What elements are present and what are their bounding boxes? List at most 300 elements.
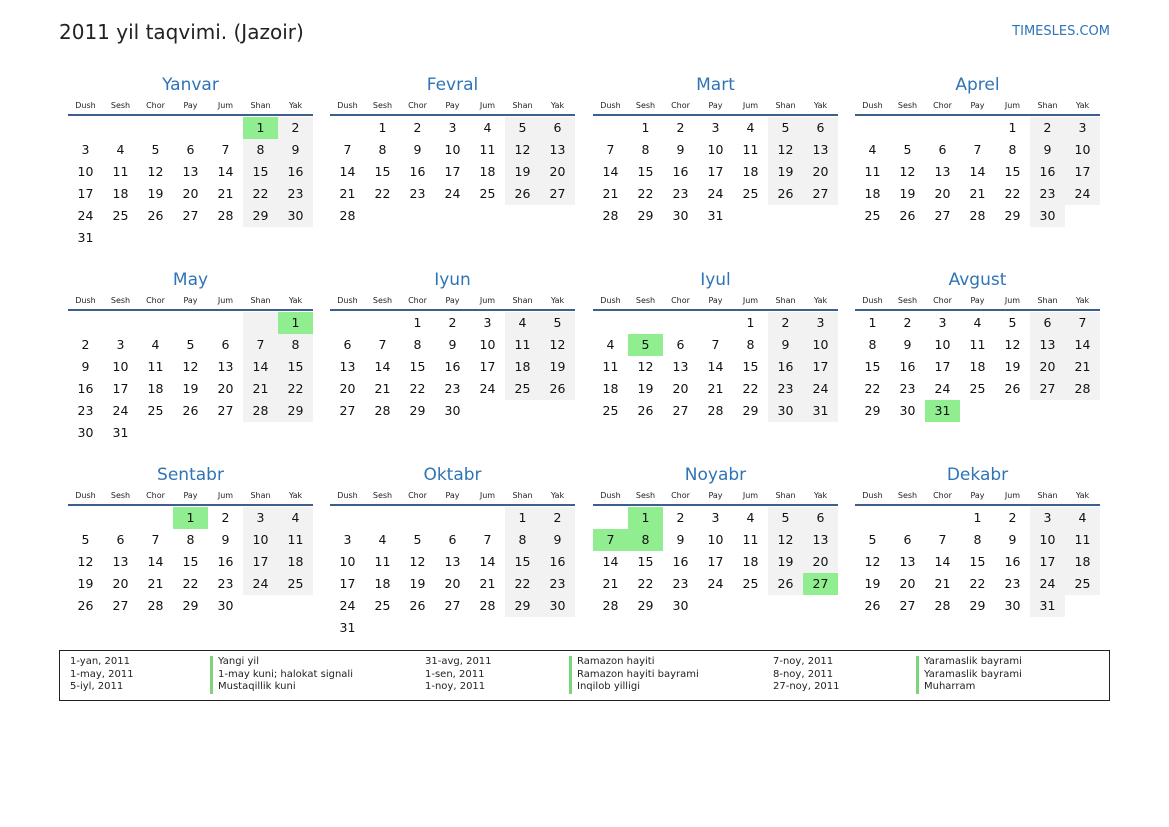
day-cell: 4 [278,507,313,529]
empty-cell [138,507,173,529]
weekday-header [68,488,313,506]
day-cell: 9 [448,337,457,352]
day-cell: 18 [374,576,391,591]
day-cell: 28 [602,208,619,223]
day-grid [593,507,838,617]
day-cell: 5 [186,337,195,352]
empty-cell [173,117,208,139]
day-cell: 7 [973,142,982,157]
day-cell: 8 [973,532,982,547]
day-cell: 16 [672,554,689,569]
day-cell: 23 [1004,576,1021,591]
day-cell: 17 [1065,161,1100,183]
day-cell: 7 [378,337,387,352]
month-name: Avgust [948,270,1007,290]
day-cell: 10 [339,554,356,569]
day-cell: 30 [672,598,689,613]
weekday-label: Shan [512,491,533,500]
day-cell: 9 [1030,139,1065,161]
day-cell: 11 [969,337,986,352]
day-cell: 5 [413,532,422,547]
day-cell: 22 [278,378,313,400]
weekday-header [593,488,838,506]
weekday-label: Shan [250,491,271,500]
day-cell: 15 [182,554,199,569]
day-cell: 16 [409,164,426,179]
day-cell: 20 [1030,356,1065,378]
day-cell: 1 [378,120,387,135]
day-cell: 23 [77,403,94,418]
day-cell: 26 [409,598,426,613]
weekday-label: Sesh [372,296,393,305]
month-name: Yanvar [162,75,219,95]
weekday-label: Sesh [897,296,918,305]
weekday-label: Dush [75,296,96,305]
empty-cell [540,400,575,422]
day-cell: 4 [868,142,877,157]
day-cell: 8 [505,529,540,551]
day-cell: 28 [339,208,356,223]
day-cell: 30 [217,598,234,613]
month-1 [330,74,575,227]
day-cell: 24 [479,381,496,396]
weekday-label: Sesh [372,101,393,110]
empty-cell [208,422,243,444]
day-cell: 3 [938,315,947,330]
day-cell: 9 [221,532,230,547]
weekday-label: Jum [217,101,234,110]
weekday-label: Pay [970,101,985,110]
day-cell: 17 [112,381,129,396]
weekday-label: Chor [933,101,952,110]
day-cell: 10 [707,532,724,547]
day-cell: 5 [903,142,912,157]
day-cell: 22 [505,573,540,595]
weekday-label: Pay [708,296,723,305]
day-cell: 7 [483,532,492,547]
day-cell: 23 [899,381,916,396]
day-cell: 30 [540,595,575,617]
day-cell: 7 [221,142,230,157]
holiday-dates-col-3 [773,656,840,694]
weekday-label: Yak [813,491,828,500]
weekday-header [330,98,575,116]
day-cell: 17 [444,164,461,179]
day-cell: 3 [343,532,352,547]
day-cell: 6 [186,142,195,157]
empty-cell [1065,205,1100,227]
day-cell: 20 [217,381,234,396]
day-cell: 13 [182,164,199,179]
weekday-label: Pay [445,101,460,110]
month-name: Mart [696,75,735,95]
day-cell: 23 [217,576,234,591]
day-cell: 5 [628,334,663,356]
empty-cell [435,617,470,639]
day-cell: 8 [746,337,755,352]
holiday-name: Ramazon hayiti bayrami [569,669,699,682]
day-cell: 15 [278,356,313,378]
day-cell: 18 [742,164,759,179]
day-cell: 6 [116,532,125,547]
day-cell: 19 [768,161,803,183]
day-cell: 6 [343,337,352,352]
day-cell: 30 [672,208,689,223]
day-cell: 13 [540,139,575,161]
weekday-label: Shan [775,491,796,500]
day-cell: 27 [934,208,951,223]
day-cell: 8 [641,142,650,157]
day-cell: 16 [1030,161,1065,183]
weekday-label: Chor [146,101,165,110]
day-cell: 26 [1004,381,1021,396]
weekday-label: Yak [550,296,565,305]
weekday-label: Yak [1075,491,1090,500]
holiday-list [59,650,1110,701]
weekday-label: Dush [337,101,358,110]
day-cell: 12 [77,554,94,569]
day-cell: 16 [672,164,689,179]
weekday-label: Shan [250,101,271,110]
weekday-label: Dush [75,101,96,110]
day-cell: 26 [768,183,803,205]
day-cell: 6 [903,532,912,547]
day-cell: 2 [768,312,803,334]
holiday-names-col-3 [916,656,1022,694]
empty-cell [505,400,540,422]
weekday-header [330,293,575,311]
day-cell: 26 [182,403,199,418]
day-cell: 14 [602,554,619,569]
weekday-header [68,98,313,116]
day-cell: 29 [637,208,654,223]
day-cell: 27 [444,598,461,613]
empty-cell [505,617,540,639]
day-cell: 21 [707,381,724,396]
day-cell: 13 [672,359,689,374]
day-cell: 31 [112,425,129,440]
day-cell: 28 [1065,378,1100,400]
day-cell: 7 [243,334,278,356]
day-cell: 4 [116,142,125,157]
day-cell: 20 [934,186,951,201]
empty-cell [593,507,628,529]
day-cell: 26 [505,183,540,205]
empty-cell [330,117,365,139]
day-cell: 12 [864,554,881,569]
holiday-date: 7-noy, 2011 [773,656,834,667]
month-10 [593,464,838,617]
day-cell: 10 [479,337,496,352]
day-cell: 5 [81,532,90,547]
day-cell: 6 [803,507,838,529]
holiday-name: Yangi yil [210,656,353,669]
day-grid [330,117,575,227]
day-cell: 19 [505,161,540,183]
weekday-label: Yak [1075,101,1090,110]
empty-cell [855,507,890,529]
weekday-label: Chor [146,296,165,305]
day-cell: 31 [1030,595,1065,617]
day-grid [68,117,313,249]
day-cell: 3 [243,507,278,529]
day-cell: 18 [278,551,313,573]
day-cell: 2 [540,507,575,529]
weekday-label: Dush [600,296,621,305]
day-cell: 4 [505,312,540,334]
empty-cell [435,507,470,529]
day-cell: 10 [803,334,838,356]
day-cell: 25 [742,576,759,591]
day-cell: 11 [1065,529,1100,551]
day-cell: 22 [864,381,881,396]
weekday-label: Shan [512,296,533,305]
holiday-name: Ramazon hayiti [569,656,699,669]
month-7 [855,269,1100,422]
day-cell: 5 [1008,315,1017,330]
day-cell: 21 [479,576,496,591]
day-cell: 20 [112,576,129,591]
empty-cell [138,312,173,334]
empty-cell [995,400,1030,422]
day-grid [68,312,313,444]
weekday-label: Jum [479,101,496,110]
day-cell: 17 [803,356,838,378]
weekday-label: Jum [742,101,759,110]
holiday-name: Muharram [916,681,1022,694]
day-cell: 27 [182,208,199,223]
day-cell: 7 [1065,312,1100,334]
empty-cell [663,312,698,334]
day-cell: 11 [864,164,881,179]
day-cell: 14 [217,164,234,179]
empty-cell [505,205,540,227]
day-cell: 1 [973,510,982,525]
weekday-label: Chor [933,491,952,500]
day-cell: 13 [934,164,951,179]
day-cell: 20 [672,381,689,396]
day-cell: 8 [378,142,387,157]
empty-cell [400,617,435,639]
day-cell: 8 [243,139,278,161]
empty-cell [540,617,575,639]
holiday-dates-col-1 [70,656,134,694]
day-cell: 24 [934,381,951,396]
month-11 [855,464,1100,617]
day-cell: 26 [77,598,94,613]
empty-cell [243,595,278,617]
month-6 [593,269,838,422]
day-cell: 23 [672,576,689,591]
day-cell: 22 [742,381,759,396]
day-cell: 25 [147,403,164,418]
day-cell: 25 [479,186,496,201]
day-cell: 21 [217,186,234,201]
day-cell: 9 [676,142,685,157]
day-cell: 1 [628,507,663,529]
holiday-dates-col-2 [425,656,492,694]
holiday-date: 1-may, 2011 [70,668,134,680]
day-cell: 20 [444,576,461,591]
day-cell: 30 [1030,205,1065,227]
empty-cell [173,422,208,444]
day-cell: 9 [676,532,685,547]
holiday-date: 1-yan, 2011 [70,656,130,667]
day-cell: 23 [278,183,313,205]
day-cell: 17 [934,359,951,374]
empty-cell [103,507,138,529]
empty-cell [733,205,768,227]
day-cell: 10 [112,359,129,374]
day-cell: 25 [1065,573,1100,595]
day-cell: 14 [707,359,724,374]
day-cell: 18 [147,381,164,396]
weekday-label: Jum [479,296,496,305]
day-cell: 28 [217,208,234,223]
month-5 [330,269,575,422]
weekday-label: Sesh [372,491,393,500]
day-cell: 23 [768,378,803,400]
day-cell: 13 [444,554,461,569]
day-cell: 9 [768,334,803,356]
day-cell: 11 [147,359,164,374]
weekday-label: Shan [1037,491,1058,500]
day-cell: 17 [707,554,724,569]
day-cell: 27 [672,403,689,418]
empty-cell [593,312,628,334]
day-cell: 25 [969,381,986,396]
empty-cell [400,507,435,529]
day-cell: 7 [343,142,352,157]
weekday-label: Shan [775,101,796,110]
day-cell: 12 [768,139,803,161]
weekday-header [68,293,313,311]
day-cell: 29 [637,598,654,613]
day-cell: 30 [768,400,803,422]
day-cell: 3 [803,312,838,334]
day-cell: 18 [602,381,619,396]
day-cell: 1 [173,507,208,529]
weekday-label: Sesh [110,296,131,305]
day-grid [330,312,575,422]
weekday-label: Sesh [635,101,656,110]
day-cell: 4 [973,315,982,330]
empty-cell [593,117,628,139]
month-4 [68,269,313,444]
day-cell: 27 [540,183,575,205]
weekday-label: Jum [1004,491,1021,500]
day-cell: 15 [505,551,540,573]
day-cell: 22 [637,186,654,201]
day-cell: 30 [278,205,313,227]
weekday-label: Sesh [897,491,918,500]
day-cell: 8 [186,532,195,547]
day-cell: 10 [243,529,278,551]
empty-cell [138,117,173,139]
day-cell: 21 [602,186,619,201]
day-cell: 15 [374,164,391,179]
day-cell: 21 [934,576,951,591]
day-cell: 22 [969,576,986,591]
day-cell: 30 [77,425,94,440]
day-cell: 7 [938,532,947,547]
day-cell: 2 [676,510,685,525]
day-cell: 15 [409,359,426,374]
weekday-label: Chor [146,491,165,500]
day-cell: 4 [746,120,755,135]
weekday-label: Shan [1037,101,1058,110]
empty-cell [540,205,575,227]
day-cell: 1 [413,315,422,330]
day-cell: 20 [899,576,916,591]
empty-cell [278,227,313,249]
day-cell: 16 [77,381,94,396]
day-cell: 13 [112,554,129,569]
day-cell: 19 [864,576,881,591]
empty-cell [1065,595,1100,617]
day-cell: 7 [606,142,615,157]
empty-cell [960,400,995,422]
site-link[interactable]: TIMESLES.COM [1012,24,1110,39]
day-cell: 17 [77,186,94,201]
day-cell: 28 [147,598,164,613]
day-cell: 16 [540,551,575,573]
day-cell: 15 [637,164,654,179]
day-cell: 9 [81,359,90,374]
day-cell: 14 [339,164,356,179]
empty-cell [138,422,173,444]
day-cell: 17 [707,164,724,179]
day-cell: 26 [899,208,916,223]
day-cell: 27 [112,598,129,613]
day-cell: 29 [182,598,199,613]
weekday-header [855,293,1100,311]
weekday-label: Yak [288,296,303,305]
day-cell: 3 [711,510,720,525]
day-cell: 6 [448,532,457,547]
empty-cell [138,227,173,249]
day-cell: 10 [444,142,461,157]
day-cell: 8 [278,334,313,356]
day-cell: 3 [711,120,720,135]
empty-cell [330,312,365,334]
month-name: Noyabr [684,465,747,485]
day-cell: 2 [413,120,422,135]
day-cell: 25 [374,598,391,613]
day-cell: 11 [374,554,391,569]
day-cell: 6 [1030,312,1065,334]
day-cell: 10 [77,164,94,179]
day-cell: 2 [1030,117,1065,139]
day-cell: 12 [182,359,199,374]
day-cell: 11 [479,142,496,157]
weekday-header [593,293,838,311]
day-cell: 1 [243,117,278,139]
day-cell: 16 [1004,554,1021,569]
month-name: Iyul [700,270,731,290]
weekday-label: Jum [1004,101,1021,110]
month-name: Fevral [426,75,479,95]
day-cell: 23 [1030,183,1065,205]
empty-cell [803,595,838,617]
day-cell: 31 [925,400,960,422]
day-cell: 31 [707,208,724,223]
empty-cell [278,422,313,444]
day-cell: 29 [864,403,881,418]
day-cell: 16 [278,161,313,183]
holiday-date: 1-sen, 2011 [425,668,485,680]
weekday-label: Pay [183,296,198,305]
